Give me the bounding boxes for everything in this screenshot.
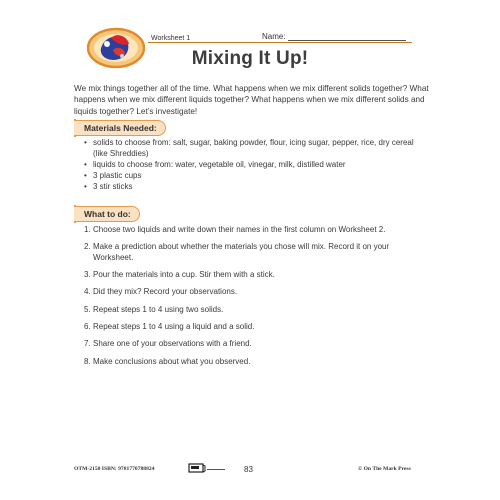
step-number: 5. [84, 304, 91, 314]
step-text: Make a prediction about whether the materials you chose will mix. Record it on your Worksheet. [93, 242, 390, 262]
intro-paragraph: We mix things together all of the time. What happens when we mix different solids together? What happens when we mix different liquids together? What happens when we mix different solids and liquids together? Let’s investigate! [74, 84, 429, 116]
footer-divider [207, 469, 225, 470]
book-icon [188, 463, 206, 473]
list-item: • solids to choose from: salt, sugar, baking powder, flour, icing sugar, pepper, rice, dry cereal (like Shreddies) [84, 137, 424, 159]
list-item [84, 322, 424, 333]
materials-list [84, 137, 424, 192]
footer-isbn: OTM-2150 ISBN: 9781770788824 [74, 466, 155, 472]
list-item [84, 357, 424, 368]
header-divider [148, 42, 412, 43]
step-number: 3. [84, 270, 91, 280]
step-text: Make conclusions about what you observed. [93, 356, 251, 366]
steps-list [84, 225, 424, 374]
list-item: • 3 stir sticks [84, 181, 424, 192]
worksheet-label: Worksheet 1 [151, 35, 191, 42]
list-item: • 3 plastic cups [84, 170, 424, 181]
page-number: 83 [244, 465, 253, 474]
step-number: 6. [84, 321, 91, 331]
step-number: 1. [84, 225, 91, 234]
step-number: 8. [84, 356, 91, 366]
list-item [84, 305, 424, 316]
page-title: Mixing It Up! [191, 48, 309, 69]
list-item [84, 225, 424, 236]
step-number: 7. [84, 339, 91, 349]
step-text: Repeat steps 1 to 4 using two solids. [93, 304, 224, 314]
materials-heading: Materials Needed: [74, 120, 166, 136]
list-item: • liquids to choose from: water, vegetable oil, vinegar, milk, distilled water [84, 159, 424, 170]
name-label: Name: [262, 32, 286, 41]
steps-heading: What to do: [74, 206, 140, 222]
footer-publisher: © On The Mark Press [358, 466, 411, 472]
step-number: 4. [84, 287, 91, 297]
step-text: Repeat steps 1 to 4 using a liquid and a solid. [93, 321, 255, 331]
list-item [84, 339, 424, 350]
name-field-line [288, 40, 406, 41]
paint-splash-logo-icon [87, 26, 145, 70]
step-text: Did they mix? Record your observations. [93, 287, 238, 297]
list-item [84, 287, 424, 298]
step-text: Share one of your observations with a friend. [93, 339, 252, 349]
step-number: 2. [84, 242, 91, 252]
list-item [84, 270, 424, 281]
list-item [84, 242, 424, 263]
step-text: Pour the materials into a cup. Stir them with a stick. [93, 270, 275, 280]
step-text: Choose two liquids and write down their names in the first column on Worksheet 2. [93, 225, 386, 234]
